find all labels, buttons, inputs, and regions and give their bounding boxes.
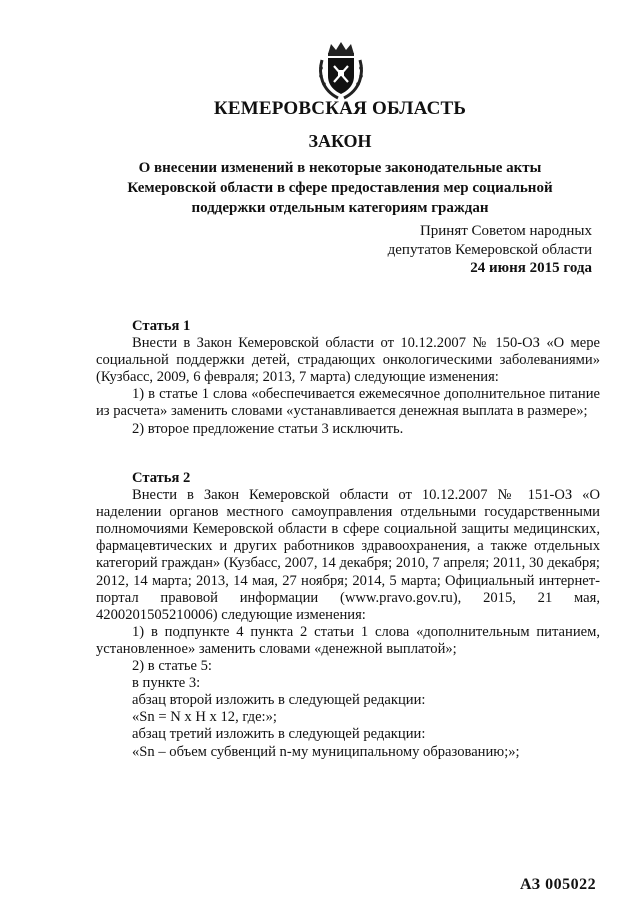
coat-of-arms-icon — [316, 40, 366, 102]
article-2 — [96, 470, 600, 761]
article-heading: Статья 2 — [132, 470, 191, 486]
article-paragraph: Внести в Закон Кемеровской области от 10.12.2007 № 151-ОЗ «О наделении органов местного самоуправления отдельными государственными полномочиями Кемеровской области в сфере социальной защиты медицинских, фармацевтических и других работников здравоохранения, а также отдельных категорий граждан» (Кузбасс, 2007, 14 декабря; 2010, 7 апреля; 2011, 30 декабря; 2012, 14 марта; 2013, 14 мая, 27 ноября; 2014, 5 марта; Официальный интернет-портал правовой информации (www.pravo.gov.ru), 2015, 21 мая, 4200201505210006) следующие изменения: — [96, 487, 600, 623]
article-paragraph: Внести в Закон Кемеровской области от 10.12.2007 № 150-ОЗ «О мере социальной поддержки детей, страдающих онкологическими заболеваниями» (Кузбасс, 2009, 6 февраля; 2013, 7 марта) следующие изменения: — [96, 335, 600, 386]
article-heading: Статья 1 — [132, 318, 191, 334]
law-title-line: О внесении изменений в некоторые законодательные акты — [138, 160, 542, 176]
region-heading: КЕМЕРОВСКАЯ ОБЛАСТЬ — [213, 98, 467, 119]
article-paragraph: 1) в статье 1 слова «обеспечивается ежемесячное дополнительное питание из расчета» заменить словами «устанавливается денежная выплата в размере»; — [96, 386, 600, 420]
law-title — [0, 158, 640, 218]
adoption-block — [388, 222, 592, 278]
article-paragraph: «Sn = N x H x 12, где:»; — [132, 709, 277, 726]
article-paragraph: в пункте 3: — [132, 675, 201, 692]
document-type-heading: ЗАКОН — [308, 131, 372, 151]
adoption-line: Принят Советом народных — [419, 223, 592, 239]
law-title-line: поддержки отдельным категориям граждан — [191, 200, 489, 216]
adoption-date: 24 июня 2015 года — [470, 260, 592, 276]
article-1 — [96, 318, 600, 438]
law-title-line: Кемеровской области в сфере предоставления мер социальной — [127, 180, 553, 196]
serial-number-stamp: АЗ 005022 — [520, 876, 597, 893]
article-paragraph: 2) второе предложение статьи 3 исключить. — [132, 420, 404, 437]
article-paragraph: абзац третий изложить в следующей редакции: — [132, 726, 426, 743]
article-paragraph: 2) в статье 5: — [132, 658, 212, 675]
article-paragraph: 1) в подпункте 4 пункта 2 статьи 1 слова «дополнительным питанием, установленное» заменить словами «денежной выплатой»; — [96, 623, 600, 657]
article-paragraph: «Sn – объем субвенций n-му муниципальному образованию;»; — [132, 743, 520, 760]
article-paragraph: абзац второй изложить в следующей редакции: — [132, 692, 426, 709]
adoption-line: депутатов Кемеровской области — [387, 241, 592, 258]
